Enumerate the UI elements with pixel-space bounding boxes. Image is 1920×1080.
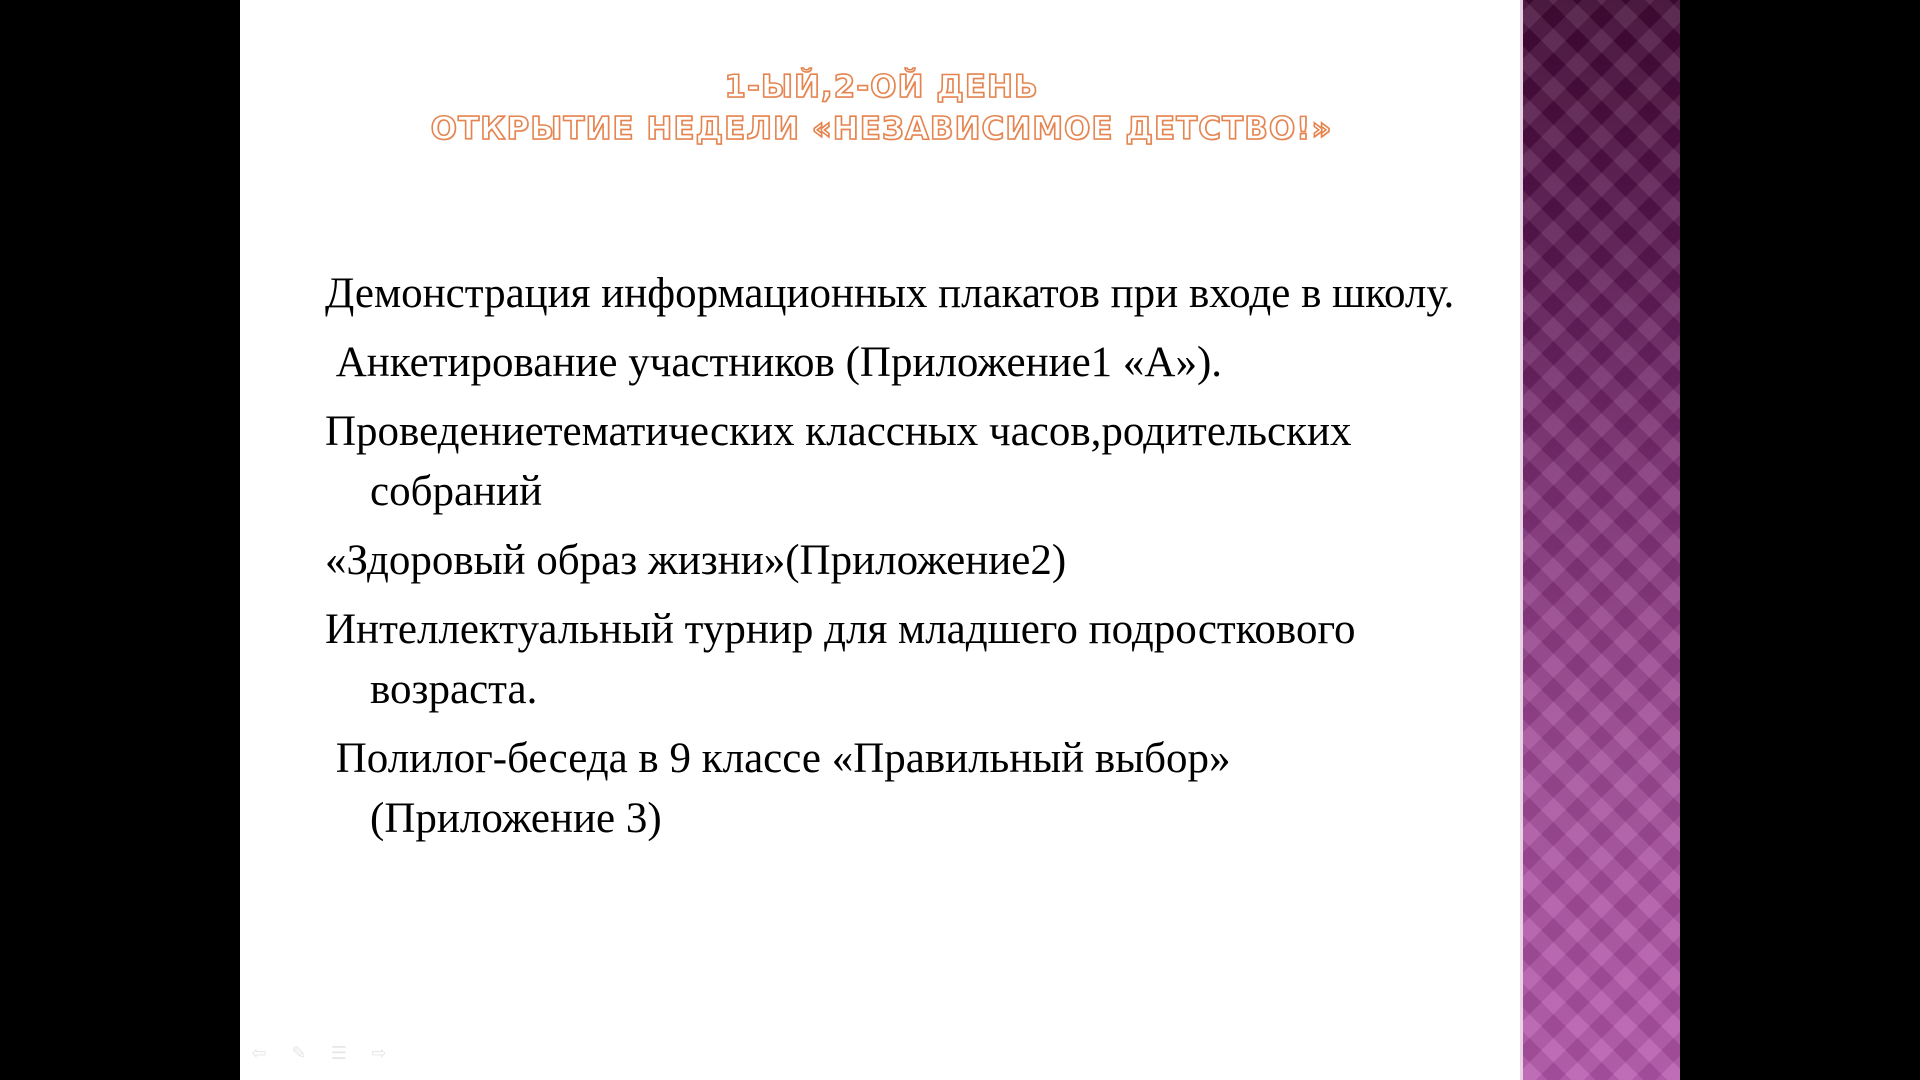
pen-icon[interactable]: ✎ (291, 1043, 307, 1064)
list-item: Интеллектуальный турнир для младшего подросткового возраста. (325, 606, 1356, 713)
menu-icon[interactable]: ☰ (330, 1043, 348, 1064)
list-item: Проведениетематических классных часов,родительских собраний (325, 408, 1352, 515)
slide-title (240, 66, 1523, 150)
slide[interactable] (240, 0, 1680, 1080)
slideshow-navigation (248, 1042, 390, 1066)
slide-content-list (325, 264, 1465, 858)
list-item: Демонстрация информационных плакатов при входе в школу. (325, 270, 1455, 317)
forward-arrow-icon[interactable]: ⇨ (371, 1043, 387, 1064)
list-item: Анкетирование участников (Приложение1 «А»). (325, 339, 1223, 386)
slide-title-line-1: 1-ЫЙ,2-ОЙ ДЕНЬ (724, 69, 1039, 105)
back-arrow-icon[interactable]: ⇦ (251, 1043, 267, 1064)
decorative-side-band (1523, 0, 1680, 1080)
list-item: Полилог-беседа в 9 классе «Правильный выбор» (Приложение 3) (325, 735, 1242, 842)
slide-title-line-2: ОТКРЫТИЕ НЕДЕЛИ «НЕЗАВИСИМОЕ ДЕТСТВО!» (430, 111, 1333, 147)
list-item: «Здоровый образ жизни»(Приложение2) (325, 537, 1067, 584)
